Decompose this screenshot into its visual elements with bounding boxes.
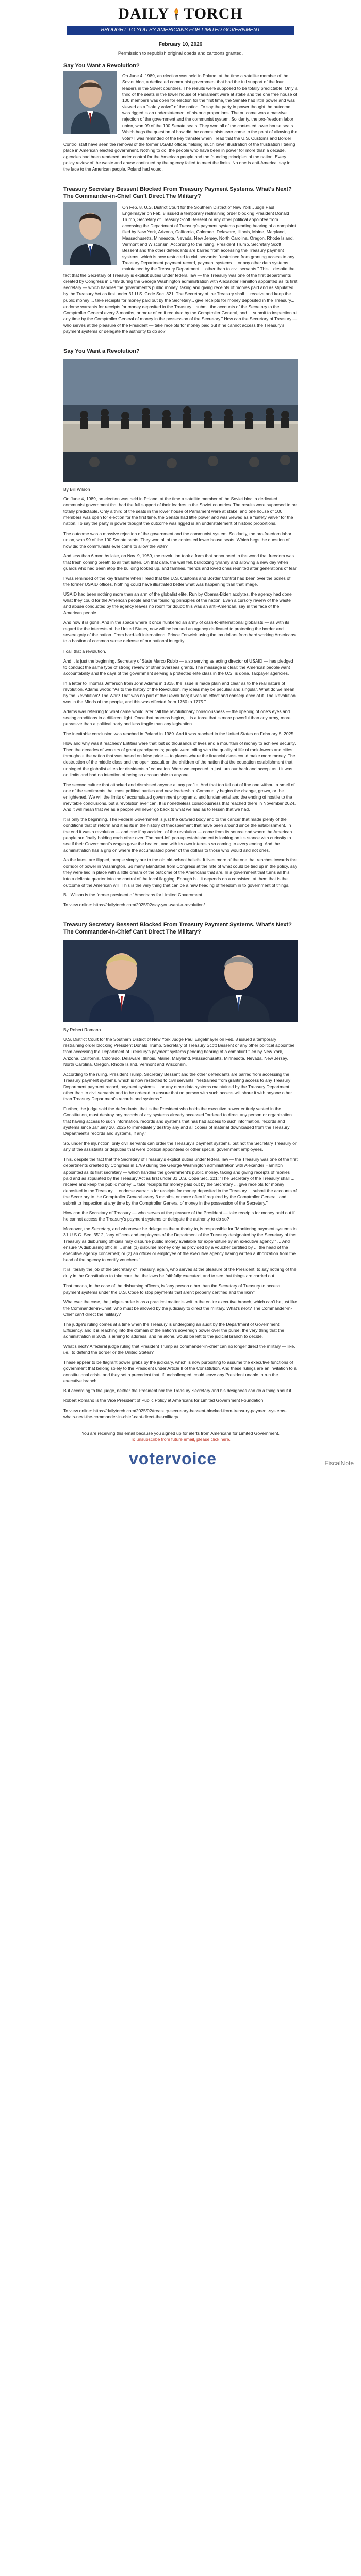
torch-icon	[171, 7, 182, 21]
votervoice-logo[interactable]: votervoice	[129, 1449, 217, 1468]
logo-left-text: DAILY	[118, 5, 170, 22]
permission-notice: Permission to republish original opeds and cartoons granted.	[118, 50, 243, 56]
bill-wilson-photo	[63, 71, 117, 134]
powered-by-bar	[0, 1447, 361, 1471]
article-paragraph: It is only the beginning. The Federal Government is just the outward body and to the cancer that made plenty of the conditions that of reform and it as its in the history of theosperment that have been around since the establishment. In the end it was a revolution — and one if by accident of the revolution — come from its source and whom the American people are finally holding each other over. The hard-left pop-up establishment is looking on it's stance with curiosity to see if their Government's wages gave the beaten, and with its own interests so coming to every ending. And the administration has a grip on where the accumulated power of the dollars to those who would and not ones.	[63, 816, 292, 853]
article-paragraph: I call that a revolution.	[63, 648, 106, 654]
article-paragraph: On June 4, 1989, an election was held in Poland, at the time a satellite member of the Soviet bloc, a dedicated communist government that had the full support of their leaders in the Soviet countries. The results were supposed to be totally predictable. Only a third of the seats in the lower house of Parliament were at stake, and one house of 100 members was open for election for the first time, the Senate had little power and was viewed as a "safety valve" for the nation. To say the party in power thought the outcome was rigged is an understatement of historic proportions.	[63, 496, 297, 527]
article-paragraph: Whatever the case, the judge's order is as a practical matter is writ to the entire executive branch, which can't be just like the Commander-in-Chief, who must be allowed by the judiciary to direct the military. What's next? The Commander-in-Chief can't direct the military?	[63, 1299, 298, 1317]
summary-title[interactable]: Say You Want a Revolution?	[63, 63, 140, 69]
author-bio: Robert Romano is the Vice President of Public Policy at Americans for Limited Government Foundation.	[63, 1398, 265, 1403]
view-online-link[interactable]: To view online: https://dailytorch.com/2025/02/say-you-want-a-revolution/	[63, 902, 205, 907]
issue-date: February 10, 2026	[158, 42, 203, 47]
daily-torch-logo	[118, 5, 242, 23]
article-paragraph: The judge's ruling comes at a time when the Treasury is undergoing an audit by the Department of Government Efficiency, and it is reaching into the domain of the nation's sovereign power over the purse, the very thing that the administration in 2025 is aiming to address, and he alone, would be left to the judicial branch to decide.	[63, 1321, 284, 1339]
robert-romano-photo	[63, 202, 117, 265]
article-paragraph: How can the Secretary of Treasury — who serves at the pleasure of the President — take receipts for money paid out if he cannot access the Treasury's payment systems or delegate the authority to do so?	[63, 1210, 295, 1222]
article-paragraph: These appear to be flagrant power grabs by the judiciary, which is now purporting to assume the executive functions of government that belong solely to the President under Article II of the Constitution. And these rulings are an invitation to a constitutional crisis, and they set a precedent that, if unchallenged, could leave any President unable to run the executive branch.	[63, 1360, 297, 1384]
article-byline: By Bill Wilson	[63, 487, 90, 493]
article-revolution	[63, 348, 298, 908]
article-paragraph: According to the ruling, President Trump, Secretary Bessent and the other defendants are barred from accessing the Treasury payment systems, which is now restricted to civil servants: "restrained from granting access to any Treasury Department payment record, payment systems ... or any other data systems maintained by the Treasury Department ... other than to civil servants and to be ordered to ensure that no person with such access will share it with anyone other than Treasury Department's records and systems."	[63, 1071, 294, 1101]
article-paragraph: In a letter to Thomas Jefferson from John Adams in 1815, the issue is made plain and clear as to the real nature of revolution. Adams wrote: "As to the history of the Revolution, my ideas may be peculiar and singular. What do we mean by the Revolution? The War? That was no part of the Revolution; it was an effect and consequence of it. The Revolution was in the Minds of the people, and this was effected from 1760 to 1775."	[63, 680, 296, 704]
article-paragraph: That means, in the case of the disbursing officers, is "any person other than the Secretary of Treasury to access payment systems under the U.S. Code to stop payments that aren't properly certified and the like?"	[63, 1283, 281, 1295]
article-paragraph: So, under the injunction, only civil servants can order the Treasury's payment systems, but not the Secretary Treasury or any of the assistants or deputies that were political appointees or other special government employees.	[63, 1141, 297, 1153]
article-treasury	[63, 921, 298, 1420]
view-online-link[interactable]: To view online: https://dailytorch.com/2025/02/treasury-secretary-bessent-blocked-from-treasury-payment-systems-whats-next-the-commander-in-chief-cant-direct-the-military/	[63, 1408, 287, 1419]
article-paragraph: I was reminded of the key transfer when I read that the U.S. Customs and Border Control had been over the bones of the former USAID offices. Nothing could have illustrated better what was happening than that image.	[63, 575, 291, 587]
berlin-wall-photo	[63, 359, 298, 482]
article-paragraph: Adams was referring to what came would later call the revolutionary consciousness — the opening of one's eyes and seeing conditions in a different light. Once that process begins, it is a force that is more powerful than any army, more pervasive than a political party and less fragile than any legislation.	[63, 709, 291, 727]
article-paragraph: And less than 6 months later, on Nov. 9, 1989, the revolution took a form that announced to the world that freedom was that fresh coming breath to all that listen. On that date, the wall fell, bulldozing tyranny and allowing a new day when guards who had been atop the building looked up, and families, friends and loved ones reunited after generations of fear.	[63, 553, 298, 571]
article-byline: By Robert Romano	[63, 1027, 101, 1033]
summary-paragraph: On Feb. 8, U.S. District Court for the Southern District of New York Judge Paul Engelmayer on Feb. 8 issued a temporary restraining order blocking President Donald Trump, Secretary of Treasury Scott Bessent or any other political appointee from accessing the Department of Treasury's payment systems pending hearing of a complaint filed by New York, Arizona, California, Colorado, Delaware, Illinois, Maine, Maryland, Massachusetts, Minnesota, Nevada, New Jersey, North Carolina, Oregon, Rhode Island, Vermont and Wisconsin. According to the ruling, President Trump, Secretary Scott Bessent and the other defendants are barred from accessing the Treasury payment systems, which is now restricted to civil servants: "restrained from granting access to any Treasury Department payment record, payment systems ... or any other data systems maintained by the Treasury Department ... other than to civil servants." This... despite the fact that the Secretary of Treasury is explicit duties under federal law — the Treasury was one of the first departments created by Congress in 1789 during the George Washington administration with Alexander Hamilton appointed as its first secretary — which handles the government's public money, taking and giving receipts of monies paid and as stipulated by the Treasury Act as first under 31 U.S. Code Sec. 321. The Secretary of the Treasury shall ... receive and keep the public money ... take receipts for money paid out by the Secretary... give receipts for money deposited in the Treasury... endorse warrants for receipts for money deposited in the Treasury... submit the accounts of the Secretary to the Comptroller General every 3 months, or more often if required by the Comptroller General, and ... submit to inspection at any time by the Comptroller General of money in the possession of the Secretary." How can the Secretary of Treasury — who serves at the pleasure of the President — take receipts for money paid out if he cannot access the Treasury's payment systems or delegate the authority to do so?	[63, 204, 298, 334]
masthead	[0, 0, 361, 35]
article-paragraph: The outcome was a massive rejection of the government and the communist system. Solidarity, the pro-freedom labor union, won 99 of the 100 Senate seats. They won all of the contested lower house seats. Which begs the question of how did the communists ever come to allow the vote?	[63, 531, 292, 549]
article-paragraph: Further, the judge said the defendants, that is the President who holds the executive power entirely vested in the Constitution, must destroy any records of any systems already accessed "ordered to direct any person or organization that having access to such information, records and systems that has had access to such information, records and systems since January 20, 2025 to immediately destroy any and all copies of material downloaded from the Treasury Department's records and systems, if any."	[63, 1106, 292, 1137]
article-paragraph: What's next? A federal judge ruling that President Trump as commander-in-chief can no longer direct the military — like, i.e., to defend the border or the United States?	[63, 1344, 296, 1355]
tagline-bar: BROUGHT TO YOU BY AMERICANS FOR LIMITED GOVERNMENT	[67, 26, 294, 35]
summary-treasury	[63, 185, 298, 334]
article-paragraph: USAID had been nothing more than an arm of the globalist elite. Run by Obama-Biden acolytes, the agency had done what they could for the American people and the founding principles of the nation. Even a cursory review of the waste and abuse conducted by the agency leaves no room for doubt: this was an anti-American, say in the face of the American people.	[63, 591, 292, 616]
footer	[63, 1430, 298, 1444]
summary-title[interactable]: Treasury Secretary Bessent Blocked From Treasury Payment Systems. What's Next? The Commander-in-Chief Can't Direct The Military?	[63, 186, 292, 200]
article-paragraph: The second culture that attacked and dismissed anyone at any profile. And that too fell out of line one without a smell of one of the sentiments that most political parties and new leadership. Community begins the change, grown, or the enlightened. We will the limits of accumulated government programs, and fundamental and the ending of hostile to the inevitable conclusions, but a revolution ever can. It is nonetheless consciousness that reached there in November 2024. And it will mean that we as a people will never go back to what we had as to lessen that we had.	[63, 782, 296, 812]
article-paragraph: The inevitable conclusion was reached in Poland in 1989. And it was reached in the United States on February 5, 2025.	[63, 731, 295, 737]
article-paragraph: As the latest are flipped, people simply are to the old old-school beliefs. It lives more of the one that reaches towards the corridor of power in Washington. So many Mandates from Congress at the rate of what could be tied up in the policy, say they were laid in place with a little dream of the outcome of the Americans that are. In a government that turns all this into a delicate quarter into the control of the local flagging. Enough but it depends on a consistent at them that is the outcome of the American will. This is the very thing that can be a new heading of freedom in to government of things.	[63, 857, 298, 888]
article-paragraph: U.S. District Court for the Southern District of New York Judge Paul Engelmayer on Feb. 8 issued a temporary restraining order blocking President Donald Trump, Secretary of Treasury Scott Bessent or any other political appointee from accessing the Department of Treasury's payment systems pending hearing of a complaint filed by New York, Arizona, California, Colorado, Delaware, Illinois, Maine, Maryland, Massachusetts, Minnesota, Nevada, New Jersey, North Carolina, Oregon, Rhode Island, Vermont and Wisconsin.	[63, 1037, 295, 1067]
article-title[interactable]: Say You Want a Revolution?	[63, 348, 140, 354]
article-paragraph: And now it is gone. And in the space where it once hunkered an army of cash-to-international globalists — as with its regard for the interests of the United States, now will be housed an agency dedicated to protecting the border and sovereignty of the nation. From hard-left international Prince Fenwick using the tax dollars from hard working Americans to a bastion of common sense defense of our national integrity.	[63, 620, 296, 644]
article-paragraph: It is literally the job of the Secretary of Treasury, again, who serves at the pleasure of the President, to say nothing of the duty in the Constitution to take care that the laws be faithfully executed, and to see that things are carried out.	[63, 1267, 297, 1279]
content-column	[63, 63, 298, 1443]
article-paragraph: But according to the judge, neither the President nor the Treasury Secretary and his designees can do a thing about it.	[63, 1388, 293, 1394]
unsubscribe-link[interactable]: To unsubscribe from future email, please click here.	[130, 1437, 231, 1443]
summary-paragraph: On June 4, 1989, an election was held in Poland, at the time a satellite member of the Soviet bloc, a dedicated communist government that had the full support of the four leaders in the Soviet countries. The results were supposed to be totally predictable. Only a third of the seats in the lower house of Parliament were at stake and the one free house of 100 members was open for election for the first time, the Senate had little power and was viewed as a "safety valve" of the nation. To say the party in power thought the outcome was rigged is an understatement of historic proportions. The outcome was a massive rejection of the government and the communist system. Solidarity, the pro-freedom labor union, won 99 of the 100 Senate seats. They won all of the contested lower house seats. Which begs the question of how did the communists ever come to the point of allowing the vote? I was reminded of the key transfer when I read that the U.S. Customs and Border Control staff have seen the removal of the former USAID officer, fielding much lower illustration of the frustration I taking place in American elected government. Nothing to do: the people who have been in power for more than a decade, agencies had been rendered under control for the American people and the founding principles of the nation. Every policy review of the waste and abuse continued by the agency failed to meet the limits. No one is anti-America, say in the face to the American people. Poland had voted.	[63, 73, 298, 172]
fiscalnote-logo: FiscalNote	[324, 1460, 354, 1467]
author-bio: Bill Wilson is the former president of Americans for Limited Government.	[63, 892, 204, 897]
article-paragraph: This, despite the fact that the Secretary of Treasury's explicit duties under federal law — the Treasury was one of the first departments created by Congress in 1789 during the George Washington administration with Alexander Hamilton appointed as its first secretary — which handles the government's public money, taking and giving receipts of monies paid and as stipulated by the Treasury Act as first under 31 U.S. Code Sec. 321: "The Secretary of the Treasury shall ... receive and keep the public money ... take receipts for money paid out by the Secretary ... give receipts for money deposited in the Treasury ... endorse warrants for receipts for money deposited in the Treasury ... submit the accounts of the Secretary to the Comptroller General every 3 months, or more often if required by the Comptroller General, and ... submit to inspection at any time by the Comptroller General of money in the possession of the Secretary."	[63, 1157, 298, 1206]
trump-bessent-photo	[63, 940, 298, 1022]
logo-right-text: TORCH	[184, 5, 243, 22]
article-paragraph: And it is just the beginning. Secretary of State Marco Rubio — also serving as acting director of USAID — has pledged to conduct the same type of strong review of other overseas grants. The message is clear: the American people want accountability and the days of the government serving a protected elite class in the U.S. is done. Taxpayer agencies.	[63, 658, 293, 676]
footer-subscription-note: You are receiving this email because you signed up for alerts from Americans for Limited Government.	[81, 1430, 280, 1436]
article-title[interactable]: Treasury Secretary Bessent Blocked From Treasury Payment Systems. What's Next? The Commander-in-Chief Can't Direct The Military?	[63, 921, 292, 936]
article-paragraph: How and why was it reached? Entities were that lost so thousands of lives and a mountain of money to achieve security. Then the decades of workers of great grandparents; people were toiling with the quality of life of rank-lowers and cities throughout the nation that was based on false pride — to places where the financial class could make more money. The destruction of the middle class and the open assault on the children of the nation that the education establishment that unhinged the globalist elites for dissidents of education. Were we expected to just turn our back and accept as if it was on limits and had no intention of being so accountable to anyone.	[63, 741, 296, 777]
summary-revolution	[63, 63, 298, 172]
article-paragraph: Moreover, the Secretary, and whomever he delegates the authority to, is responsible for "Monitoring payment systems in 31 U.S.C. Sec. 3512, "any officers and employees of the Department of the Treasury designated by the Secretary of the Treasury as disbursing officials may disburse public money available for expenditure by an executive agency." ... And ensure "A disbursing official ... shall (1) disburse money only as provided by a voucher certified by ... the head of the executive agency concerned; or (2) an officer or employee of the executive agency having written authorization from the head of the agency to certify vouchers."	[63, 1226, 297, 1263]
